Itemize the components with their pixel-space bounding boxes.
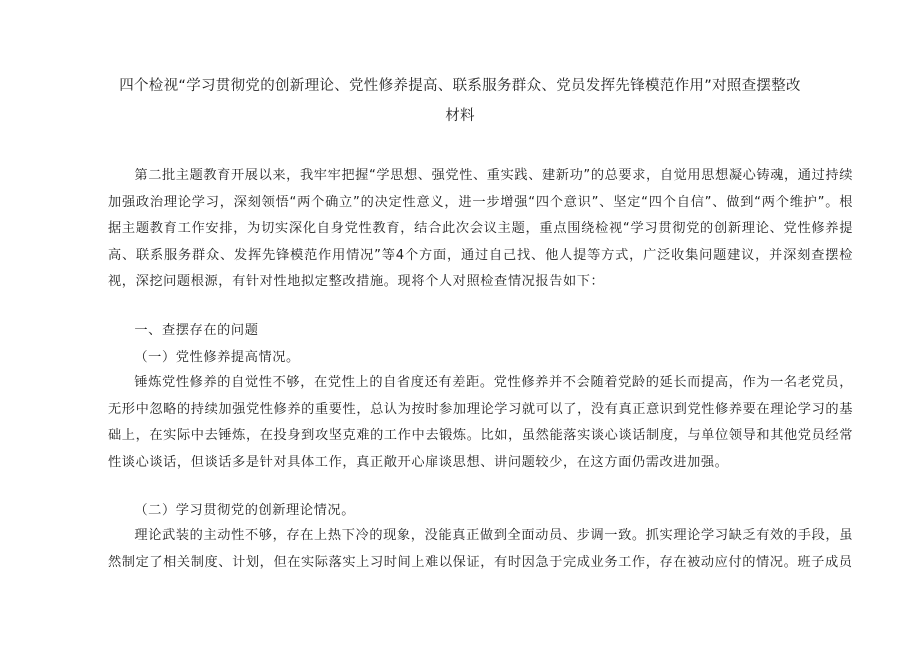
- intro-paragraph: 第二批主题教育开展以来，我牢牢把握“学思想、强党性、重实践、建新功”的总要求，自觉用思想凝心铸魂，通过持续加强政治理论学习，深刻领悟“两个确立”的决定性意义，进一步增强“四个意识”、坚定“四个自信”、做到“两个维护”。根据主题教育工作安排，为切实深化自身党性教育，结合此次会议主题，重点围绕检视“学习贯彻党的创新理论、党性修养提高、联系服务群众、发挥先锋模范作用情况”等4个方面，通过自己找、他人提等方式，广泛收集问题建议，并深刻查摆检视，深挖问题根源，有针对性地拟定整改措施。现将个人对照检查情况报告如下：: [108, 168, 853, 290]
- document-title-line-2: 材料: [445, 108, 475, 124]
- subsection-heading: （一）党性修养提高情况。: [134, 350, 300, 365]
- subsection-heading: （二）学习贯彻党的创新理论情况。: [134, 503, 355, 518]
- subsection-body: 理论武装的主动性不够，存在上热下冷的现象，没能真正做到全面动员、步调一致。抓实理论学习缺乏有效的手段，虽然制定了相关制度、计划，但在实际落实上习时间上难以保证，有时因急于完成业务工作，存在被动应付的情况。班子成员: [108, 528, 853, 570]
- section-heading: 一、查摆存在的问题: [134, 323, 259, 338]
- subsection-body: 锤炼党性修养的自觉性不够，在党性上的自省度还有差距。党性修养并不会随着党龄的延长而提高，作为一名老党员，无形中忽略的持续加强党性修养的重要性，总认为按时参加理论学习就可以了，没有真正意识到党性修养要在理论学习的基础上，在实际中去锤炼，在投身到攻坚克难的工作中去锻炼。比如，虽然能落实谈心谈话制度，与单位领导和其他党员经常性谈心谈话，但谈话多是针对具体工作，真正敞开心扉谈思想、讲问题较少，在这方面仍需改进加强。: [108, 375, 853, 470]
- document-title-line-1: 四个检视“学习贯彻党的创新理论、党性修养提高、联系服务群众、党员发挥先锋模范作用”对照查摆整改: [119, 78, 801, 94]
